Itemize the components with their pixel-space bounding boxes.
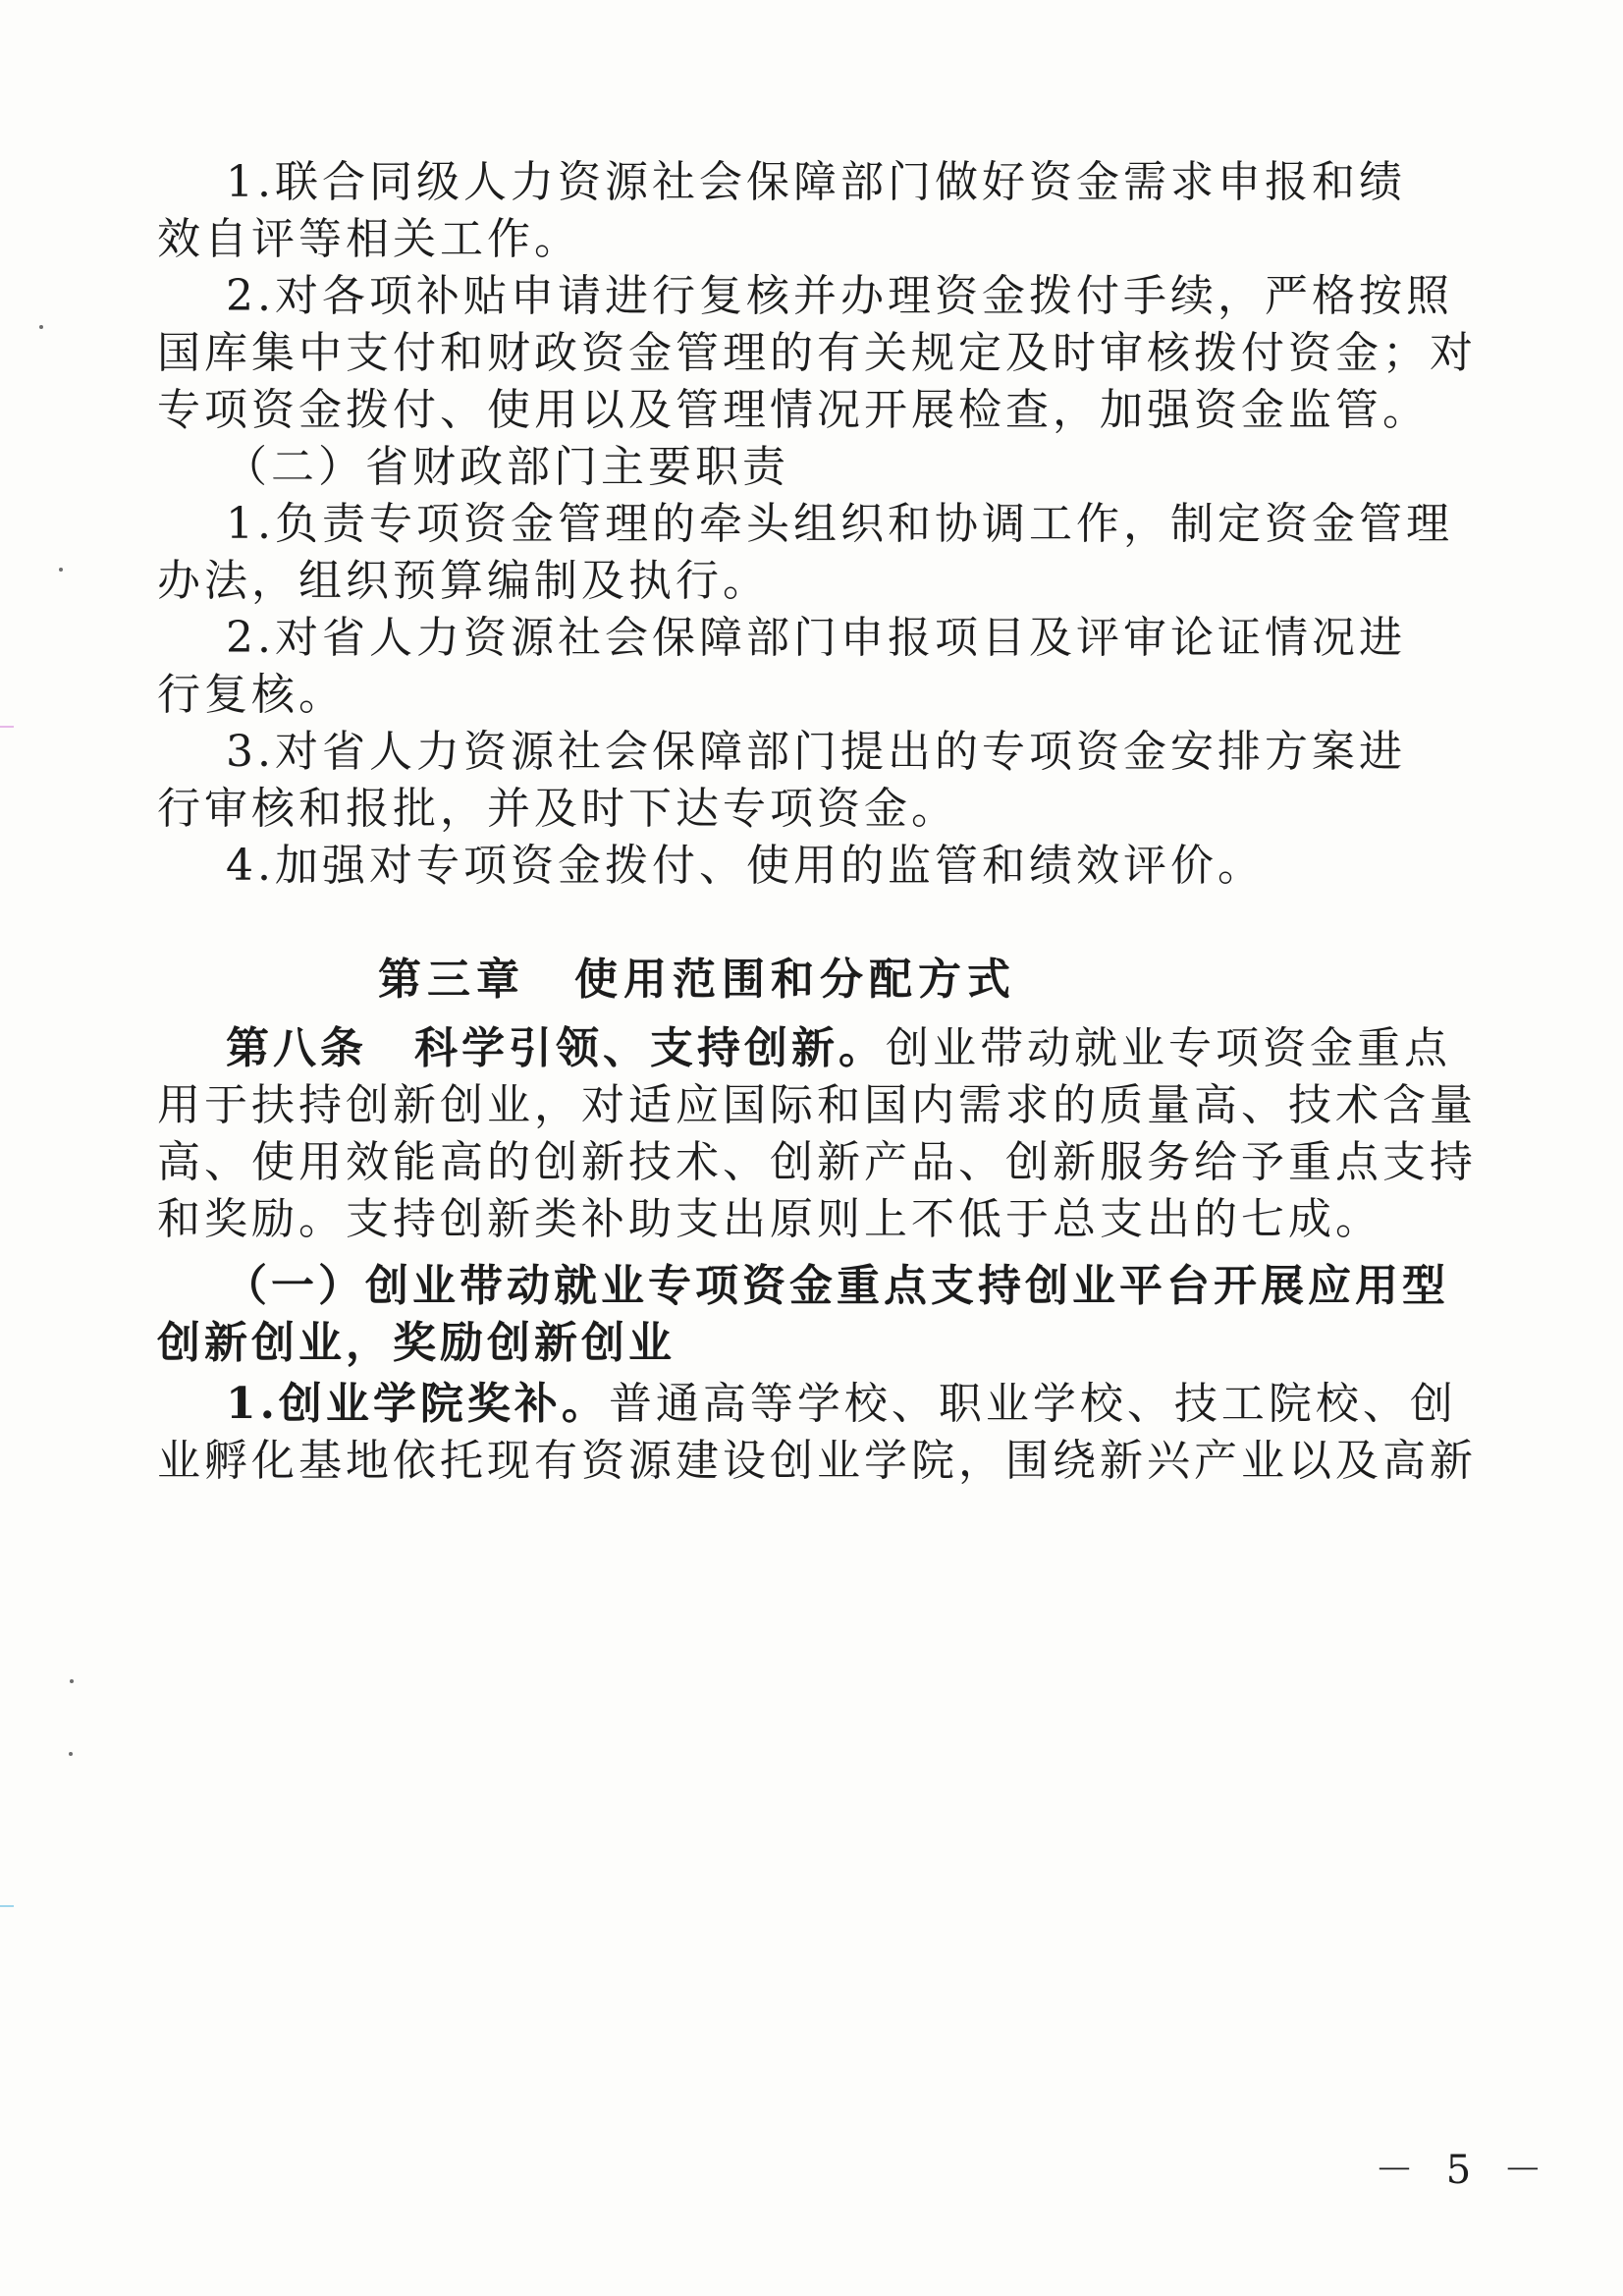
page-number: － 5 －: [1375, 2148, 1552, 2193]
chapter-3-title: 第三章 使用范围和分配方式: [378, 955, 1016, 1005]
provincial-item-1-line-2: 办法，组织预算编制及执行。: [157, 556, 770, 606]
scan-speck: [59, 568, 63, 572]
gov-duty-item-1-line-2: 效自评等相关工作。: [157, 214, 581, 264]
provincial-duties-heading: （二）省财政部门主要职责: [224, 442, 789, 492]
scan-speck: [70, 1679, 74, 1683]
provincial-item-3-line-1: 3.对省人力资源社会保障部门提出的专项资金安排方案进: [226, 727, 1406, 777]
gov-duty-item-2-line-2: 国库集中支付和财政资金管理的有关规定及时审核拨付资金；对: [157, 328, 1477, 378]
scan-speck: [39, 325, 43, 329]
article-8-line-1-text: 创业带动就业专项资金重点: [886, 1023, 1451, 1073]
entrepreneurship-college-line-2: 业孵化基地依托现有资源建设创业学院，围绕新兴产业以及高新: [157, 1436, 1477, 1486]
provincial-item-2-line-1: 2.对省人力资源社会保障部门申报项目及评审论证情况进: [226, 613, 1406, 663]
provincial-item-1-line-1: 1.负责专项资金管理的牵头组织和协调工作，制定资金管理: [226, 499, 1453, 549]
scan-speck: [69, 1752, 73, 1756]
gov-duty-item-2-line-1: 2.对各项补贴申请进行复核并办理资金拨付手续，严格按照: [226, 271, 1453, 321]
gov-duty-item-2-line-3: 专项资金拨付、使用以及管理情况开展检查，加强资金监管。: [157, 385, 1430, 435]
article-8-label: 第八条 科学引领、支持创新。: [226, 1023, 886, 1073]
entrepreneurship-college-line-1-text: 普通高等学校、职业学校、技工院校、创: [608, 1379, 1457, 1429]
article-8-line-1: [226, 1021, 1451, 1076]
article-8-line-3: 高、使用效能高的创新技术、创新产品、创新服务给予重点支持: [157, 1137, 1477, 1187]
gov-duty-item-1-line-1: 1.联合同级人力资源社会保障部门做好资金需求申报和绩: [226, 157, 1406, 207]
scan-edge-mark: [0, 1905, 14, 1907]
scan-edge-mark: [0, 726, 14, 728]
entrepreneurship-college-label: 1.创业学院奖补。: [226, 1379, 609, 1429]
provincial-item-4-line-1: 4.加强对专项资金拨付、使用的监管和绩效评价。: [226, 841, 1265, 891]
article-8-line-4: 和奖励。支持创新类补助支出原则上不低于总支出的七成。: [157, 1194, 1382, 1244]
subsection-1-heading-line-1: （一）创业带动就业专项资金重点支持创业平台开展应用型: [224, 1261, 1449, 1311]
entrepreneurship-college-line-1: [226, 1377, 1457, 1432]
provincial-item-3-line-2: 行审核和报批，并及时下达专项资金。: [157, 784, 958, 834]
subsection-1-heading-line-2: 创新创业，奖励创新创业: [157, 1318, 676, 1368]
provincial-item-2-line-2: 行复核。: [157, 670, 346, 720]
article-8-line-2: 用于扶持创新创业，对适应国际和国内需求的质量高、技术含量: [157, 1080, 1477, 1130]
